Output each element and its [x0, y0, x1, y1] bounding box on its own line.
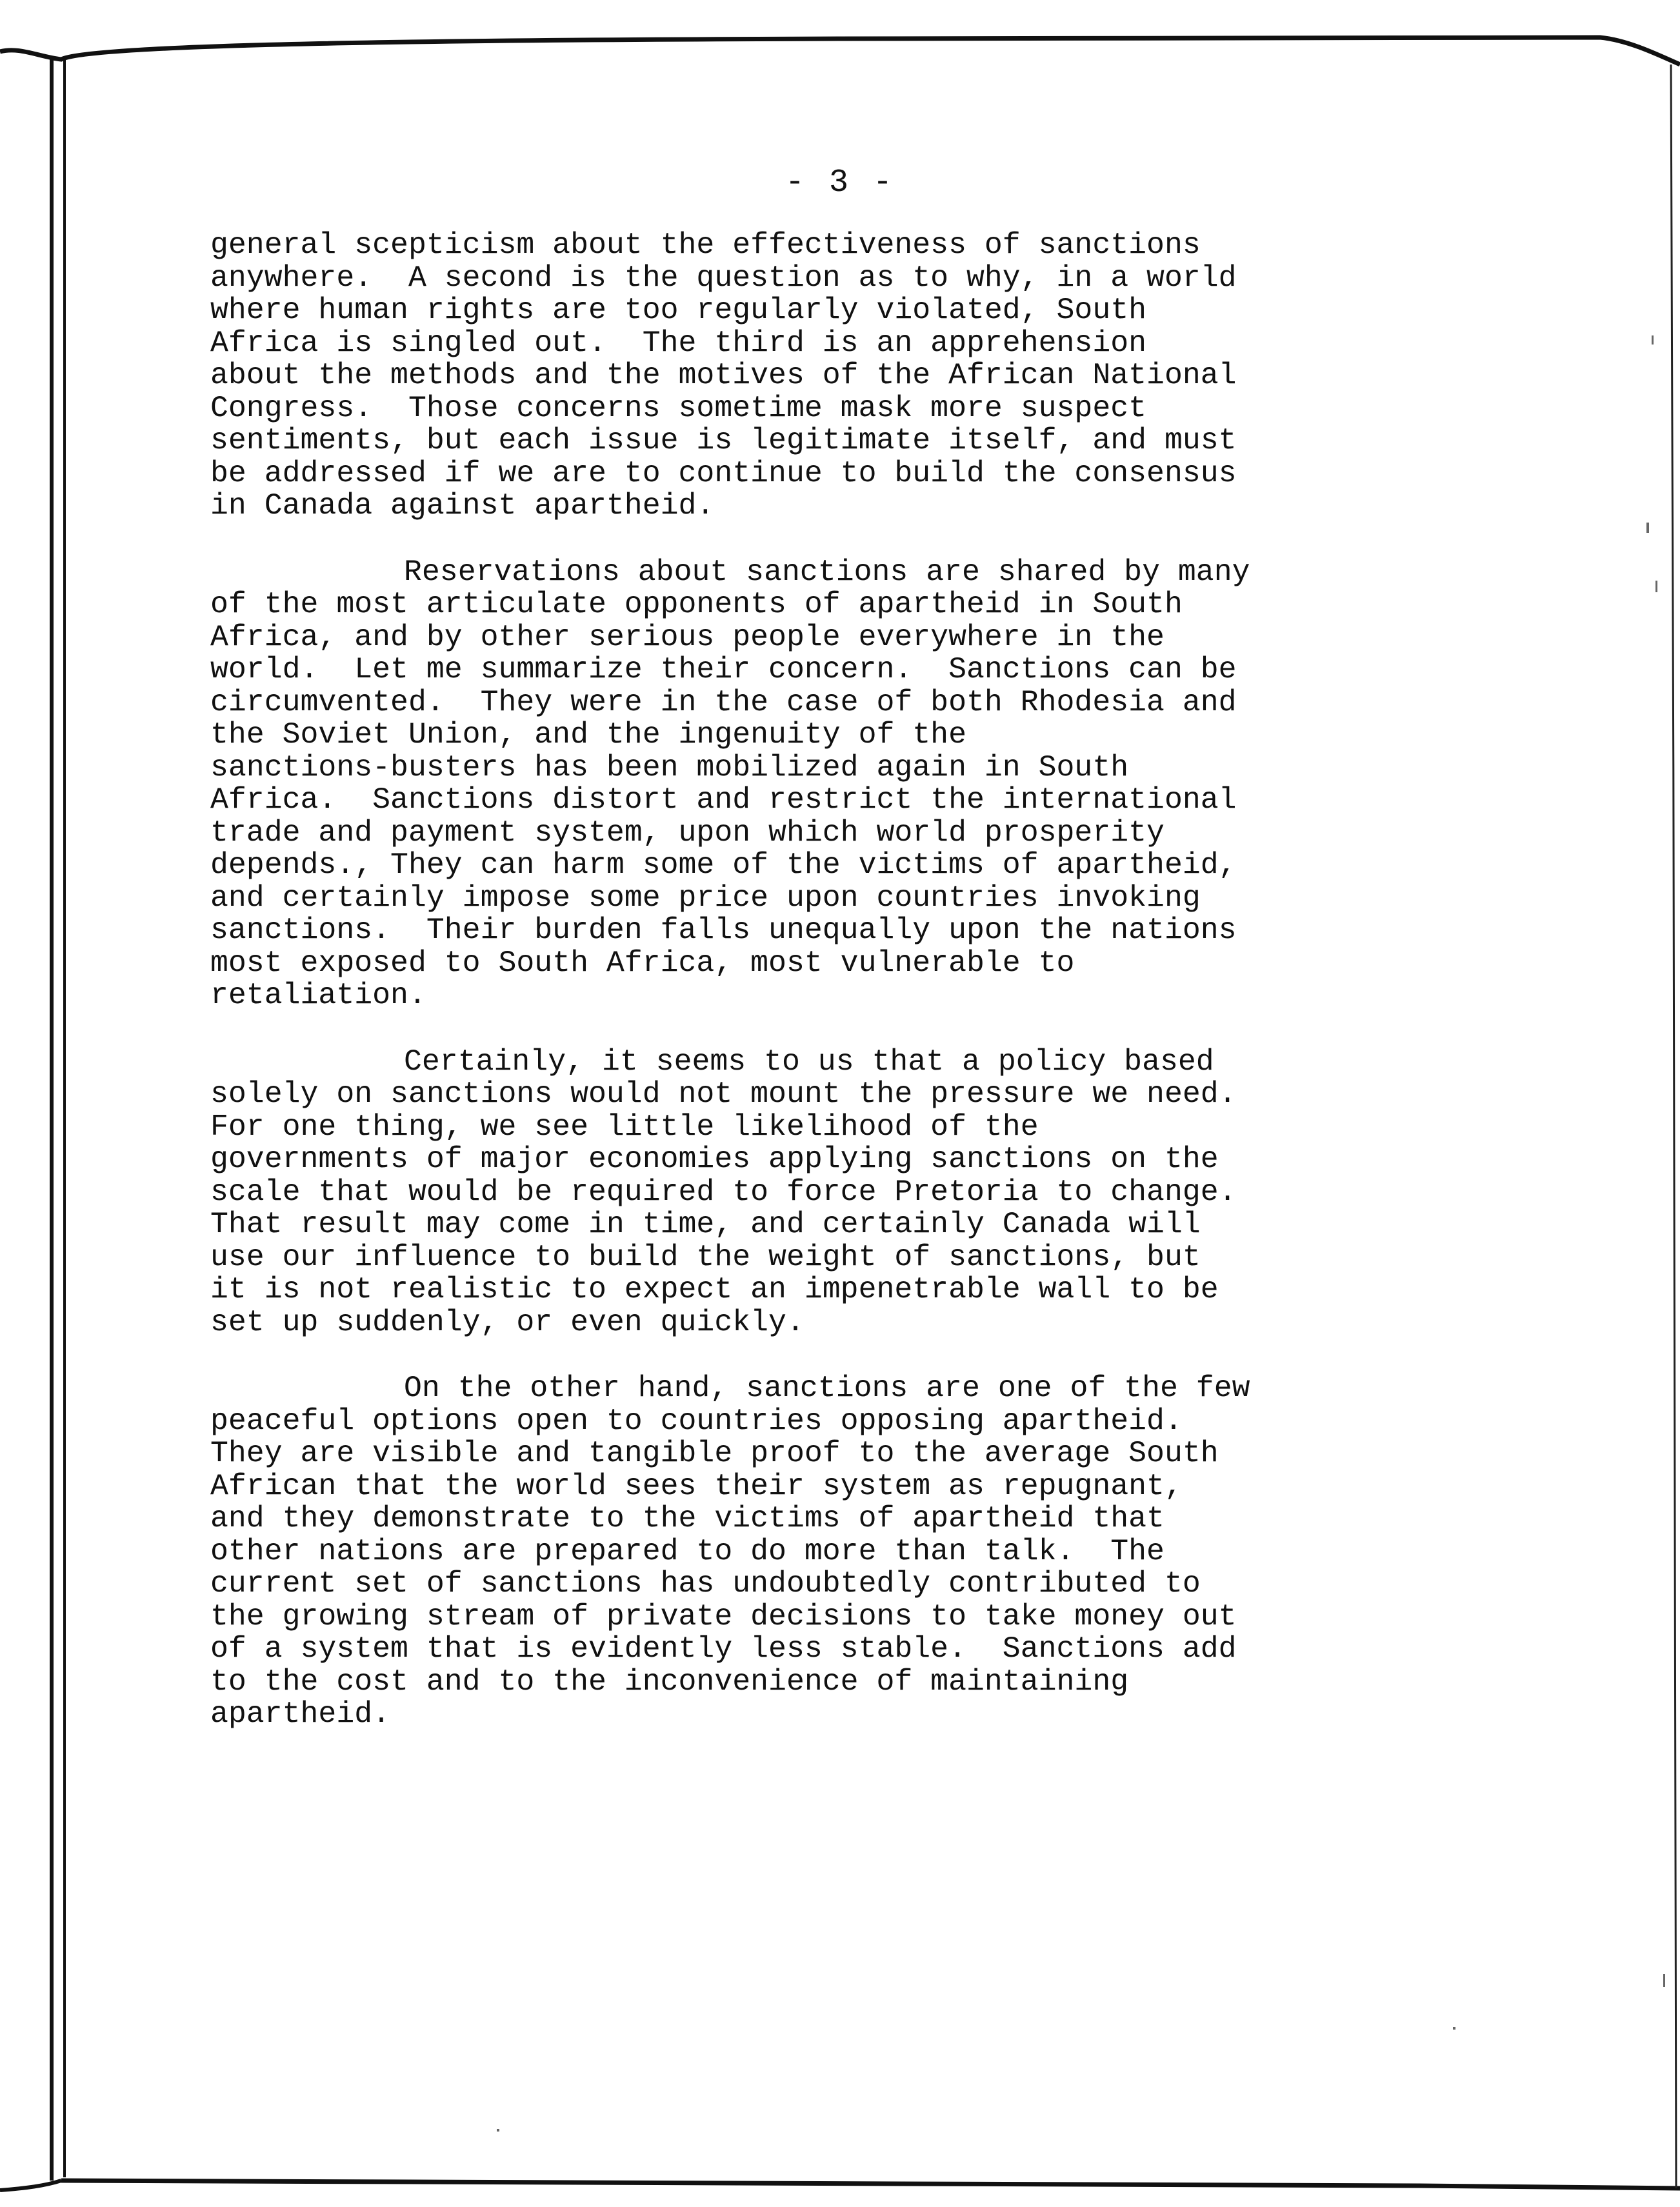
- text-line: the growing stream of private decisions to take money out: [210, 1599, 1237, 1633]
- text-line: sanctions. Their burden falls unequally upon the nations: [210, 913, 1237, 947]
- text-line: African that the world sees their system as repugnant,: [210, 1468, 1183, 1503]
- text-line: most exposed to South Africa, most vulnerable to: [210, 945, 1075, 980]
- scan-speck: [1655, 581, 1657, 592]
- text-line: peaceful options open to countries opposing apartheid.: [210, 1403, 1183, 1438]
- text-line: scale that would be required to force Pretoria to change.: [210, 1174, 1237, 1209]
- text-line: to the cost and to the inconvenience of maintaining: [210, 1664, 1129, 1699]
- text-line: Certainly, it seems to us that a policy based: [404, 1044, 1214, 1079]
- text-line: trade and payment system, upon which world prosperity: [210, 815, 1165, 850]
- text-line: be addressed if we are to continue to build the consensus: [210, 455, 1237, 490]
- text-line: Africa is singled out. The third is an apprehension: [210, 325, 1147, 360]
- text-line: use our influence to build the weight of sanctions, but: [210, 1239, 1201, 1274]
- page-number: - 3 -: [785, 165, 895, 201]
- text-line: For one thing, we see little likelihood of the: [210, 1109, 1039, 1144]
- text-line: other nations are prepared to do more than talk. The: [210, 1533, 1165, 1568]
- text-line: Africa, and by other serious people everywhere in the: [210, 619, 1165, 654]
- text-line: of a system that is evidently less stable. Sanctions add: [210, 1632, 1237, 1666]
- text-line: set up suddenly, or even quickly.: [210, 1304, 805, 1339]
- text-line: anywhere. A second is the question as to why, in a world: [210, 260, 1237, 295]
- scan-speck: [497, 2129, 499, 2132]
- text-line: current set of sanctions has undoubtedly contributed to: [210, 1566, 1201, 1601]
- text-line: and they demonstrate to the victims of apartheid that: [210, 1501, 1165, 1535]
- text-line: it is not realistic to expect an impenetrable wall to be: [210, 1272, 1219, 1306]
- text-line: solely on sanctions would not mount the pressure we need.: [210, 1077, 1237, 1111]
- scan-speck: [1453, 2027, 1455, 2030]
- text-line: sentiments, but each issue is legitimate itself, and must: [210, 423, 1237, 457]
- text-line: where human rights are too regularly violated, South: [210, 293, 1147, 327]
- text-line: apartheid.: [210, 1697, 391, 1731]
- text-line: of the most articulate opponents of apartheid in South: [210, 587, 1183, 621]
- text-line: general scepticism about the effectiveness of sanctions: [210, 228, 1201, 262]
- text-line: the Soviet Union, and the ingenuity of the: [210, 717, 966, 752]
- text-line: sanctions-busters has been mobilized again in South: [210, 750, 1129, 784]
- text-line: On the other hand, sanctions are one of the few: [404, 1371, 1250, 1405]
- text-line: world. Let me summarize their concern. Sanctions can be: [210, 652, 1237, 686]
- text-line: retaliation.: [210, 978, 426, 1012]
- text-line: and certainly impose some price upon countries invoking: [210, 880, 1201, 915]
- text-line: That result may come in time, and certainly Canada will: [210, 1207, 1201, 1241]
- text-line: in Canada against apartheid.: [210, 488, 715, 523]
- scan-speck: [1663, 1974, 1665, 1987]
- paragraph-3: [210, 1046, 1391, 1339]
- text-line: Africa. Sanctions distort and restrict the international: [210, 783, 1237, 817]
- text-line: governments of major economies applying sanctions on the: [210, 1142, 1219, 1176]
- document-body: [210, 229, 1391, 1764]
- scan-speck: [1652, 335, 1654, 345]
- paragraph-4: [210, 1372, 1391, 1731]
- text-line: depends., They can harm some of the victims of apartheid,: [210, 848, 1237, 882]
- text-line: Congress. Those concerns sometime mask more suspect: [210, 390, 1147, 425]
- text-line: about the methods and the motives of the African National: [210, 358, 1237, 392]
- scan-speck: [1646, 523, 1649, 533]
- paragraph-1: [210, 229, 1391, 523]
- paragraph-2: [210, 556, 1391, 1012]
- text-line: circumvented. They were in the case of both Rhodesia and: [210, 684, 1237, 719]
- text-line: Reservations about sanctions are shared by many: [404, 554, 1250, 589]
- text-line: They are visible and tangible proof to the average South: [210, 1436, 1219, 1470]
